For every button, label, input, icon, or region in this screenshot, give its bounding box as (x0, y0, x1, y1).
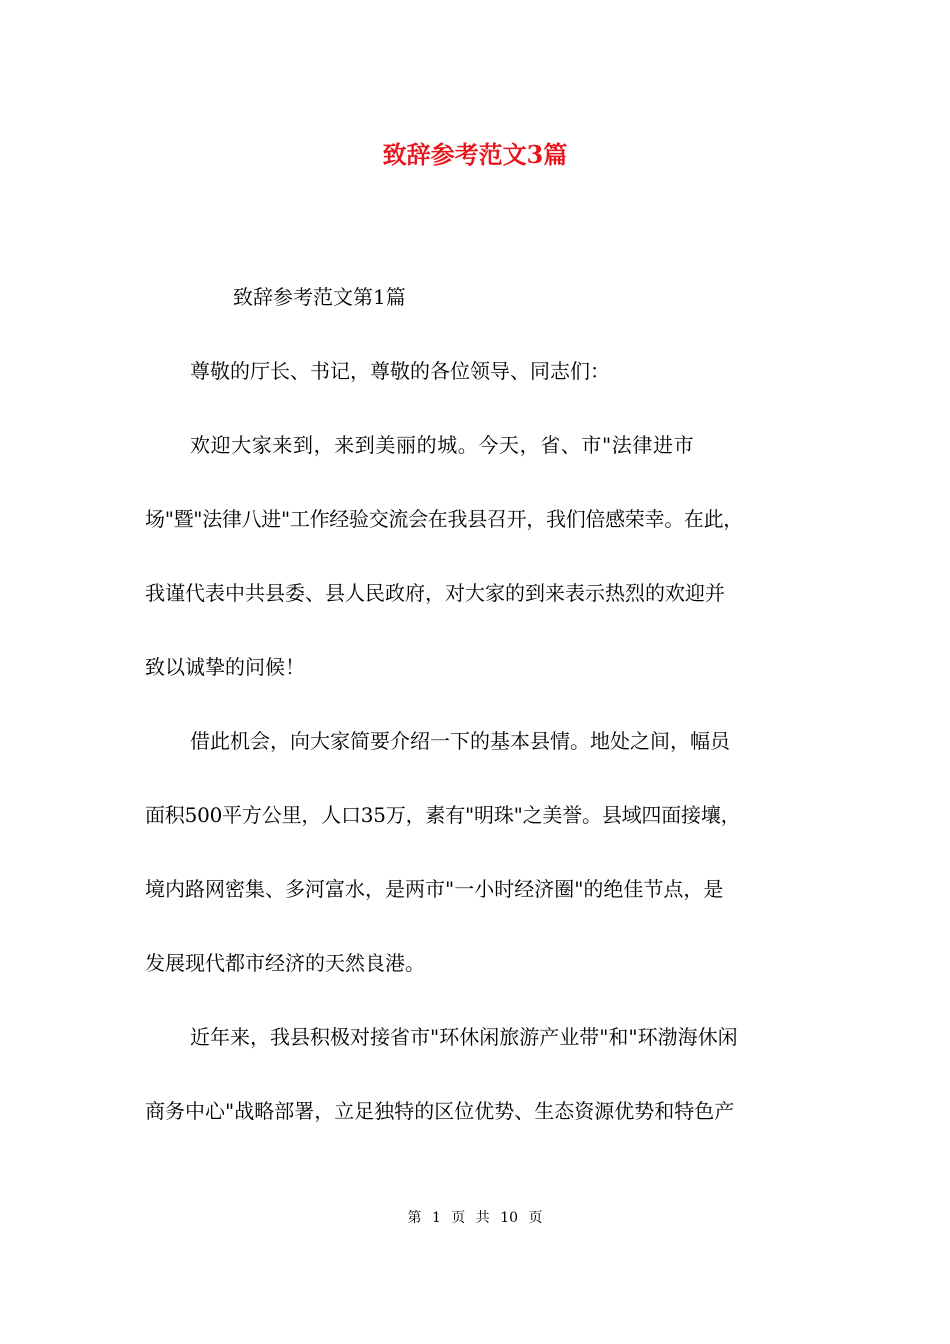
paragraph-line: 近年来，我县积极对接省市"环休闲旅游产业带"和"环渤海休闲 (190, 1025, 738, 1049)
section-heading: 致辞参考范文第1篇 (233, 285, 406, 309)
paragraph-line: 商务中心"战略部署，立足独特的区位优势、生态资源优势和特色产 (145, 1099, 735, 1123)
document-title: 致辞参考范文3篇 (382, 140, 568, 169)
paragraph-line: 发展现代都市经济的天然良港。 (145, 951, 425, 975)
page-number-footer: 第 1 页 共 10 页 (407, 1210, 543, 1226)
paragraph-line: 致以诚挚的问候！ (145, 655, 305, 679)
paragraph-line: 场"暨"法律八进"工作经验交流会在我县召开，我们倍感荣幸。在此， (145, 507, 743, 531)
paragraph-line: 欢迎大家来到，来到美丽的城。今天，省、市"法律进市 (190, 433, 695, 457)
paragraph-line: 境内路网密集、多河富水，是两市"一小时经济圈"的绝佳节点，是 (145, 877, 724, 901)
paragraph-line: 借此机会，向大家简要介绍一下的基本县情。地处之间，幅员 (190, 729, 730, 753)
paragraph-line: 面积500平方公里，人口35万，素有"明珠"之美誉。县域四面接壤， (145, 803, 741, 827)
paragraph-line: 我谨代表中共县委、县人民政府，对大家的到来表示热烈的欢迎并 (145, 581, 725, 605)
salutation-line: 尊敬的厅长、书记，尊敬的各位领导、同志们： (190, 359, 610, 383)
